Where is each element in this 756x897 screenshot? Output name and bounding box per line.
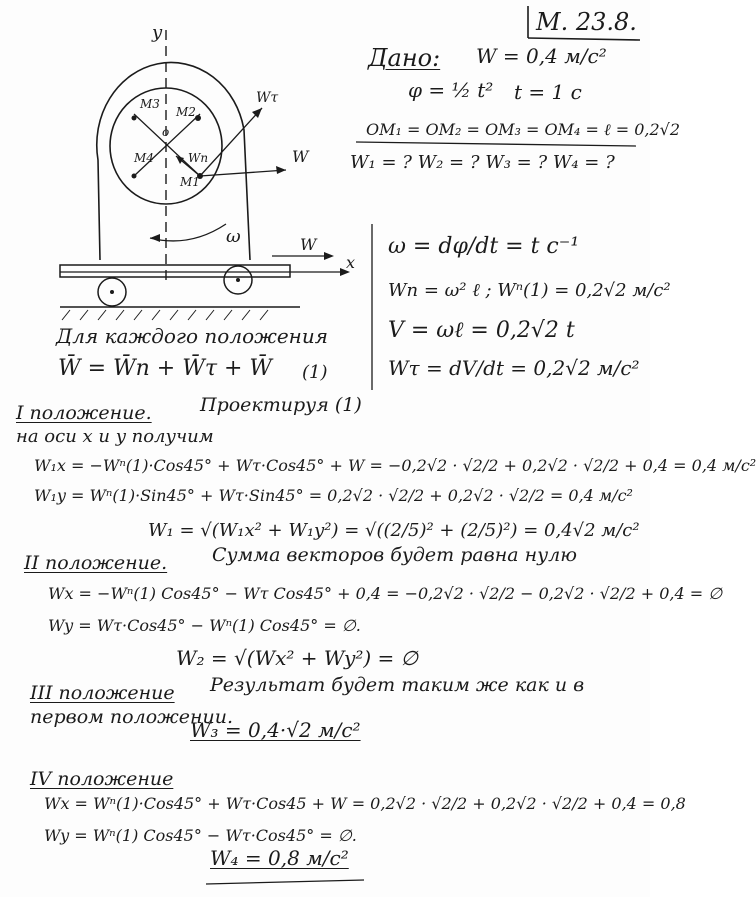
x-axis-label: x <box>346 253 356 272</box>
pos3-heading: III положение <box>30 682 175 704</box>
label-w-cart: W <box>300 235 317 254</box>
label-m3: M3 <box>140 97 160 111</box>
general-formula: W̄ = W̄n + W̄τ + W̄ <box>58 356 273 381</box>
pos3-total: W₃ = 0,4·√2 м/с² <box>190 718 361 742</box>
problem-code: М. 23.8. <box>536 8 637 36</box>
given-title: Дано: <box>368 44 441 72</box>
pos4-heading: IV положение <box>30 768 174 790</box>
given-unknowns: W₁ = ? W₂ = ? W₃ = ? W₄ = ? <box>350 152 615 173</box>
pos1-heading: I положение. <box>16 402 152 424</box>
pos1-total: W₁ = √(W₁x² + W₁y²) = √((2/5)² + (2/5)²) = 0,4√2 м/с² <box>148 520 640 541</box>
pos4-wy: Wy = Wⁿ(1) Cos45° − Wτ·Cos45° = ∅. <box>44 826 357 845</box>
label-m2: M2 <box>176 105 196 119</box>
derivation-wtau: Wτ = dV/dt = 0,2√2 м/с² <box>388 356 640 380</box>
label-m4: M4 <box>134 151 154 165</box>
derivation-v: V = ωℓ = 0,2√2 t <box>388 318 575 343</box>
label-m1: M1 <box>180 175 200 189</box>
pos1-wy: W₁y = Wⁿ(1)·Sin45° + Wτ·Sin45° = 0,2√2 · √2/2 + 0,2√2 · √2/2 = 0,4 м/с² <box>34 486 633 505</box>
label-wn: Wn <box>188 151 209 165</box>
pos3-text: Результат будет таким же как и в <box>210 674 585 696</box>
pos2-wx: Wx = −Wⁿ(1) Cos45° − Wτ Cos45° + 0,4 = −0,2√2 · √2/2 − 0,2√2 · √2/2 + 0,4 = ∅ <box>48 584 723 603</box>
given-phi: φ = ½ t² <box>408 78 494 102</box>
given-radii: OM₁ = OM₂ = OM₃ = OM₄ = ℓ = 0,2√2 <box>366 120 681 139</box>
y-axis-label: y <box>152 22 163 43</box>
pos1-text: Проектируя (1) <box>200 394 362 416</box>
given-t: t = 1 с <box>514 80 582 104</box>
label-omega: ω <box>226 226 241 247</box>
pos3-text2: первом положении. <box>30 706 234 728</box>
general-eq-number: (1) <box>302 362 328 383</box>
given-w: W = 0,4 м/с² <box>476 44 607 68</box>
label-wtau: Wτ <box>256 90 279 106</box>
pos2-text: Сумма векторов будет равна нулю <box>212 544 577 566</box>
derivation-omega: ω = dφ/dt = t c⁻¹ <box>388 234 580 259</box>
general-intro: Для каждого положения <box>56 324 328 348</box>
label-w-point: W <box>292 147 309 166</box>
pos2-wy: Wy = Wτ·Cos45° − Wⁿ(1) Cos45° = ∅. <box>48 616 361 635</box>
pos2-total: W₂ = √(Wx² + Wy²) = ∅ <box>176 646 419 670</box>
pos4-wx: Wx = Wⁿ(1)·Cos45° + Wτ·Cos45 + W = 0,2√2 · √2/2 + 0,2√2 · √2/2 + 0,4 = 0,8 <box>44 794 686 813</box>
label-o: o <box>162 125 170 139</box>
pos1-text2: на оси x и y получим <box>16 426 214 447</box>
pos2-heading: II положение. <box>24 552 168 574</box>
pos4-total: W₄ = 0,8 м/с² <box>210 846 349 870</box>
pos1-wx: W₁x = −Wⁿ(1)·Cos45° + Wτ·Cos45° + W = −0,2√2 · √2/2 + 0,2√2 · √2/2 + 0,4 = 0,4 м/с² <box>34 456 756 475</box>
derivation-wn: Wn = ω² ℓ ; Wⁿ(1) = 0,2√2 м/с² <box>388 280 671 301</box>
